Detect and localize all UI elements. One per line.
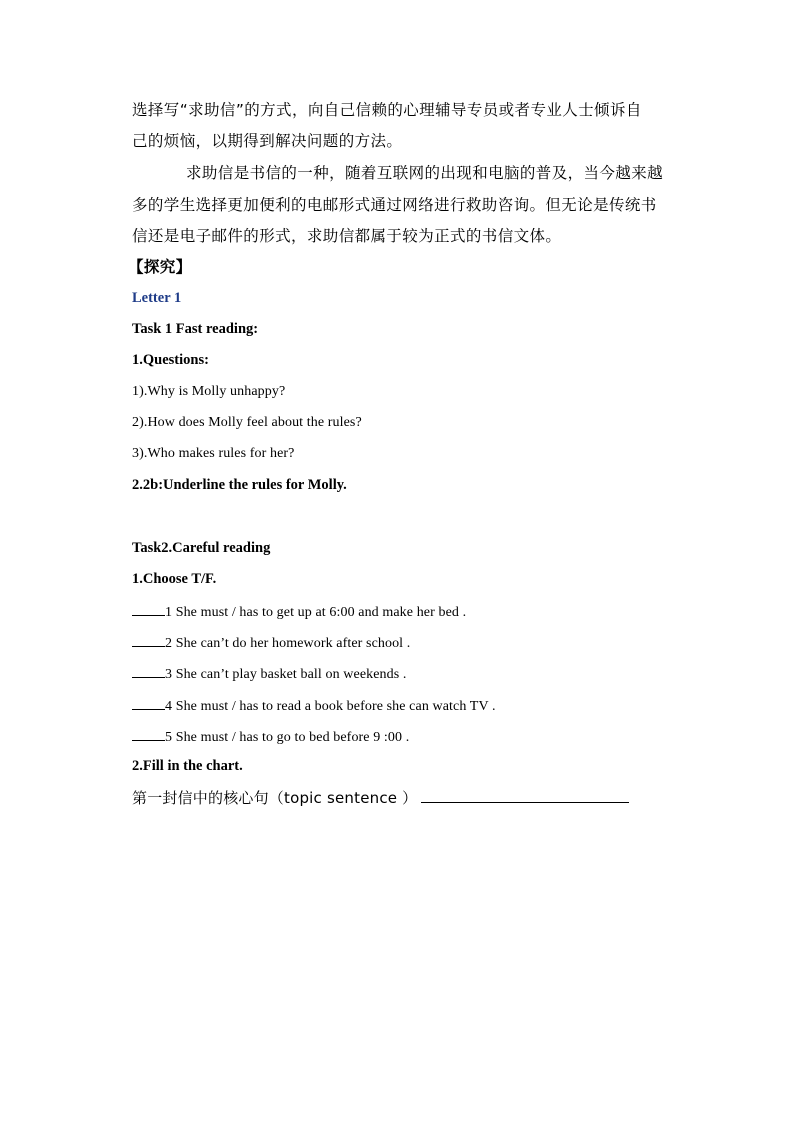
topic-sentence-blank[interactable]: [421, 790, 629, 803]
answer-blank[interactable]: [132, 603, 165, 616]
task1-heading: Task 1 Fast reading:: [132, 321, 259, 337]
answer-blank[interactable]: [132, 728, 165, 741]
questions-heading: 1.Questions:: [132, 352, 209, 368]
underline-task: 2.2b:Underline the rules for Molly.: [132, 477, 347, 493]
tf-statement-text: 1 She must / has to get up at 6:00 and make her bed .: [165, 605, 467, 620]
intro-line-4: 多的学生选择更加便利的电邮形式通过网络进行救助咨询。但无论是传统书: [132, 196, 657, 214]
answer-blank[interactable]: [132, 697, 165, 710]
tf-statement-text: 4 She must / has to read a book before she can watch TV .: [165, 699, 496, 714]
question-3: 3).Who makes rules for her?: [132, 446, 295, 461]
fill-heading: 2.Fill in the chart.: [132, 758, 243, 774]
question-2: 2).How does Molly feel about the rules?: [132, 415, 362, 430]
tf-statement: [132, 634, 410, 651]
tf-statement: [132, 697, 496, 714]
letter-heading: Letter 1: [132, 290, 182, 306]
intro-line-2: 己的烦恼，以期得到解决问题的方法。: [132, 132, 403, 150]
answer-blank[interactable]: [132, 665, 165, 678]
choose-heading: 1.Choose T/F.: [132, 571, 217, 587]
tf-statement: [132, 665, 407, 682]
topic-sentence-label: 第一封信中的核心句（topic sentence ）: [132, 789, 418, 807]
tf-statement-text: 5 She must / has to go to bed before 9 :00 .: [165, 730, 410, 745]
tf-statement: [132, 728, 409, 745]
question-1: 1).Why is Molly unhappy?: [132, 384, 286, 399]
intro-line-1: 选择写“求助信”的方式，向自己信赖的心理辅导专员或者专业人士倾诉自: [132, 101, 642, 119]
section-heading: 【探究】: [128, 258, 192, 276]
tf-statement: [132, 603, 466, 620]
intro-line-3: 求助信是书信的一种，随着互联网的出现和电脑的普及，当今越来越: [186, 164, 664, 182]
tf-statement-text: 2 She can’t do her homework after school .: [165, 636, 411, 651]
intro-line-5: 信还是电子邮件的形式，求助信都属于较为正式的书信文体。: [132, 227, 562, 245]
task2-heading: Task2.Careful reading: [132, 540, 271, 556]
answer-blank[interactable]: [132, 634, 165, 647]
tf-statement-text: 3 She can’t play basket ball on weekends .: [165, 667, 407, 682]
topic-sentence-row: [132, 790, 629, 807]
